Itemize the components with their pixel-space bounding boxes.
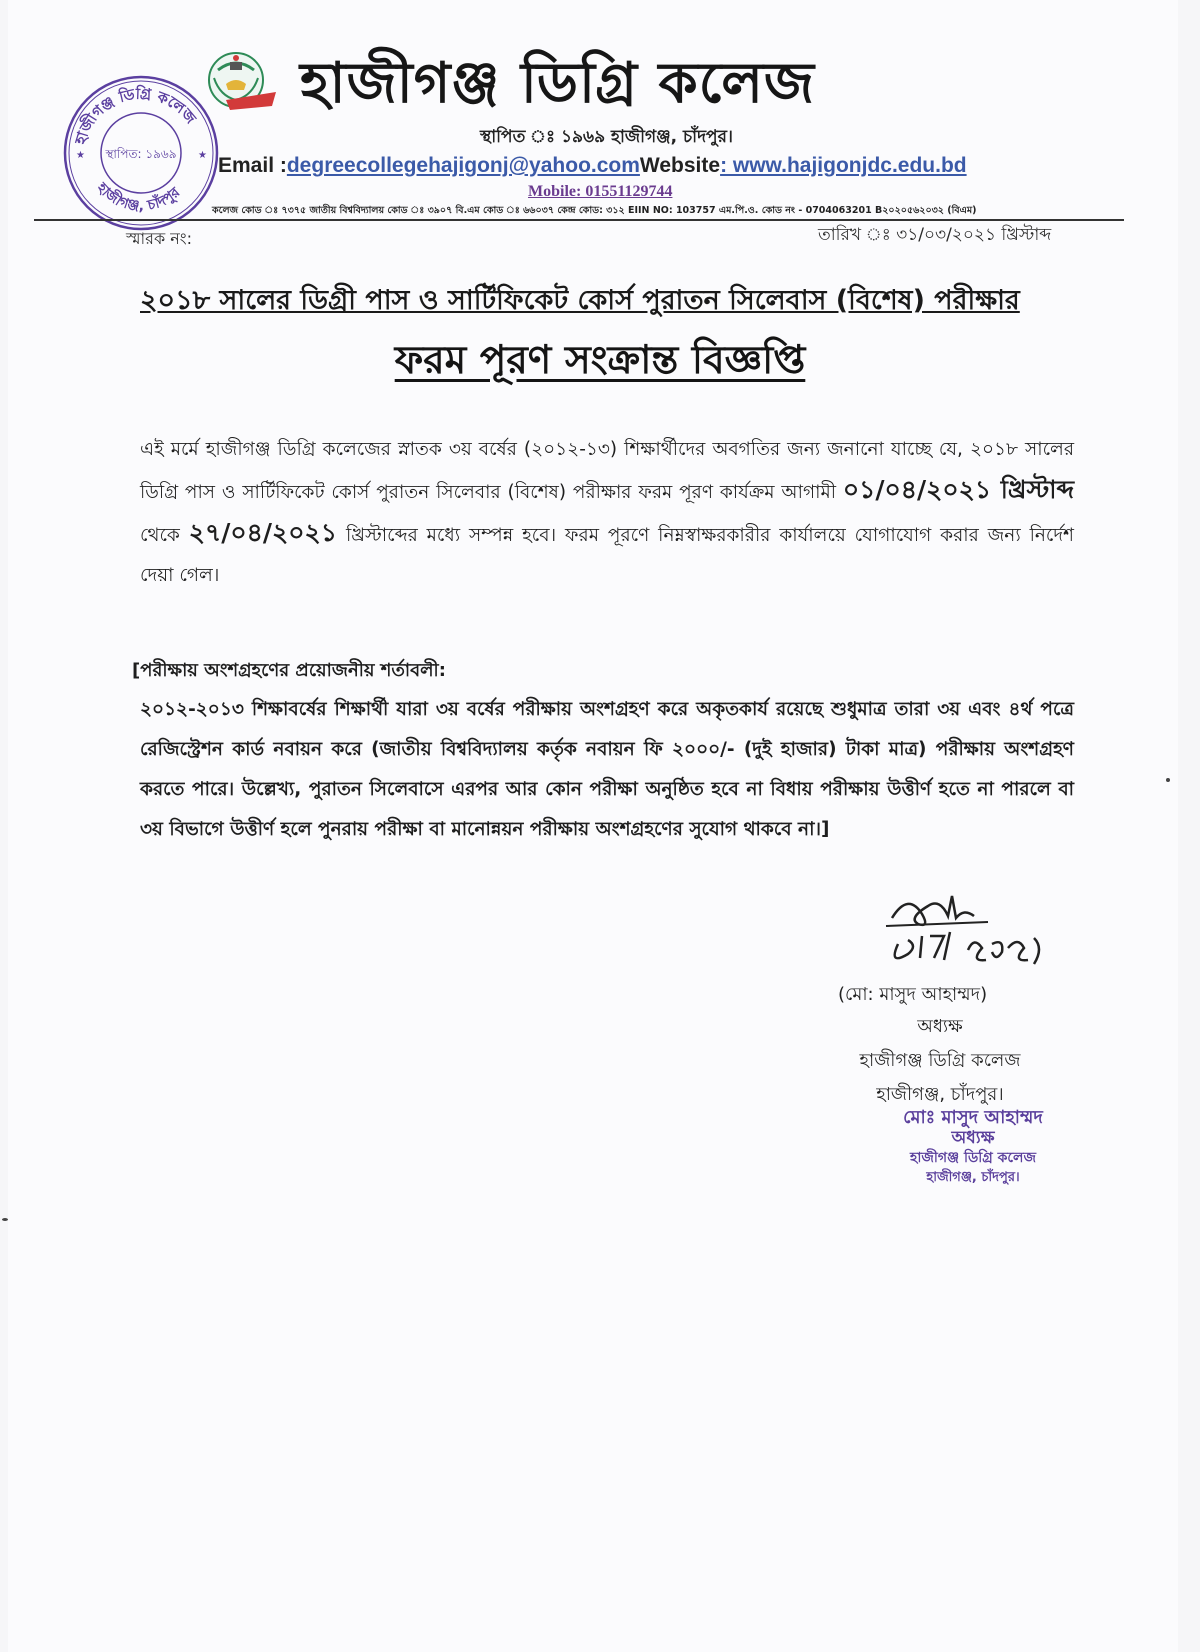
notice-title — [0, 330, 1200, 395]
seal-text-top: হাজীগঞ্জ ডিগ্রি কলেজ — [71, 84, 200, 147]
conditions-title: [পরীক্ষায় অংশগ্রহণের প্রয়োজনীয় শর্তাবলী: — [132, 660, 446, 681]
stamp-title: অধ্যক্ষ — [951, 1128, 995, 1148]
signatory-block — [830, 1010, 1050, 1112]
website-link[interactable]: : www.hajigonjdc.edu.bd — [720, 154, 967, 177]
institution-codes: কলেজ কোড ঃ ৭৩৭৫ জাতীয় বিশ্ববিদ্যালয় কোড ঃ ৩৯০৭ বি.এম কোড ঃ ৬৬০৩৭ কেন্দ্র কোড: ৩১২ EIIN NO: 103757 এম.পি.ও. কোড নং - 0704063201 B২০২০৫৬২০৩২ (বিএম) — [212, 205, 977, 216]
signatory-address: হাজীগঞ্জ, চাঁদপুর। — [876, 1084, 1004, 1105]
stamp-name: মোঃ মাসুদ আহাম্মদ — [903, 1107, 1043, 1128]
body-part-2: খ্রিস্টাব্দের মধ্যে সম্পন্ন হবে। ফরম পূরণে নিম্নস্বাক্ষরকারীর কার্যালয়ে যোগাযোগ করার জন্য নির্দেশ দেয়া গেল। — [140, 525, 1075, 586]
memo-number: স্মারক নং: — [126, 229, 193, 248]
signatory-name: (মো: মাসুদ আহাম্মদ) — [838, 984, 988, 1005]
notice-subject: ২০১৮ সালের ডিগ্রী পাস ও সার্টিফিকেট কোর্স পুরাতন সিলেবাস (বিশেষ) পরীক্ষার — [140, 285, 1020, 316]
stamp-college: হাজীগঞ্জ ডিগ্রি কলেজ — [909, 1150, 1036, 1166]
scan-speck — [2, 1218, 8, 1221]
handwritten-signature — [878, 888, 1048, 970]
seal-text-mid: স্থাপিত: ১৯৬৯ — [105, 147, 177, 161]
principal-stamp — [858, 1108, 1088, 1188]
stamp-address: হাজীগঞ্জ, চাঁদপুর। — [926, 1170, 1020, 1185]
mobile-number: Mobile: 01551129744 — [528, 183, 673, 200]
svg-text:হাজীগঞ্জ, চাঁদপুর — [93, 179, 184, 214]
established-info: স্থাপিত ঃ ১৯৬৯ হাজীগঞ্জ, চাঁদপুর। — [480, 127, 733, 147]
date-to: ২৭/০৪/২০২১ — [188, 518, 338, 547]
signatory-college: হাজীগঞ্জ ডিগ্রি কলেজ — [859, 1050, 1021, 1071]
date-from: ০১/০৪/২০২১ খ্রিস্টাব্দ — [842, 475, 1074, 504]
notice-date: তারিখ ঃ ৩১/০৩/২০২১ খ্রিস্টাব্দ — [818, 225, 1052, 245]
contact-line — [218, 154, 967, 178]
notice-title-text: ফরম পূরণ সংক্রান্ত বিজ্ঞপ্তি — [394, 338, 806, 383]
college-emblem-icon — [200, 48, 278, 120]
svg-text:★: ★ — [198, 150, 207, 161]
email-label: Email : — [218, 154, 287, 177]
website-label: Website — [639, 154, 721, 177]
date-connector: থেকে — [140, 525, 180, 546]
conditions-text: ২০১২-২০১৩ শিক্ষাবর্ষের শিক্ষার্থী যারা ৩য় বর্ষের পরীক্ষায় অংশগ্রহণ করে অকৃতকার্য রয়েছে শুধুমাত্র তারা ৩য় এবং ৪র্থ পত্রে রেজিস্ট্রেশন কার্ড নবায়ন করে (জাতীয় বিশ্ববিদ্যালয় কর্তৃক নবায়ন ফি ২০০০/- (দুই হাজার) টাকা মাত্র) পরীক্ষায় অংশগ্রহণ করতে পারে। উল্লেখ্য, পুরাতন সিলেবাসে এরপর আর কোন পরীক্ষা অনুষ্ঠিত হবে না বিধায় পরীক্ষায় উত্তীর্ণ হতে না পারলে বা ৩য় বিভাগে উত্তীর্ণ হলে পুনরায় পরীক্ষা বা মানোন্নয়ন পরীক্ষায় অংশগ্রহণের সুযোগ থাকবে না।] — [140, 699, 1074, 840]
body-part-1: এই মর্মে হাজীগঞ্জ ডিগ্রি কলেজের স্নাতক ৩য় বর্ষের (২০১২-১৩) শিক্ষার্থীদের অবগতির জন্য জনানো যাচ্ছে যে, ২০১৮ সালের ডিগ্রি পাস ও সার্টিফিকেট কোর্স পুরাতন সিলেবার (বিশেষ) পরীক্ষার ফরম পূরণ কার্যক্রম আগামী — [140, 439, 1074, 503]
seal-text-bottom: হাজীগঞ্জ, চাঁদপুর — [93, 180, 184, 215]
header-divider — [34, 219, 1124, 221]
scan-speck — [1166, 778, 1170, 782]
college-seal-stamp — [62, 74, 220, 232]
college-name-title: হাজীগঞ্জ ডিগ্রি কলেজ — [300, 51, 816, 116]
notice-body — [140, 430, 1074, 596]
signatory-title: অধ্যক্ষ — [917, 1016, 963, 1037]
email-link[interactable]: degreecollegehajigonj@yahoo.com — [286, 154, 640, 177]
svg-text:★: ★ — [76, 150, 85, 161]
